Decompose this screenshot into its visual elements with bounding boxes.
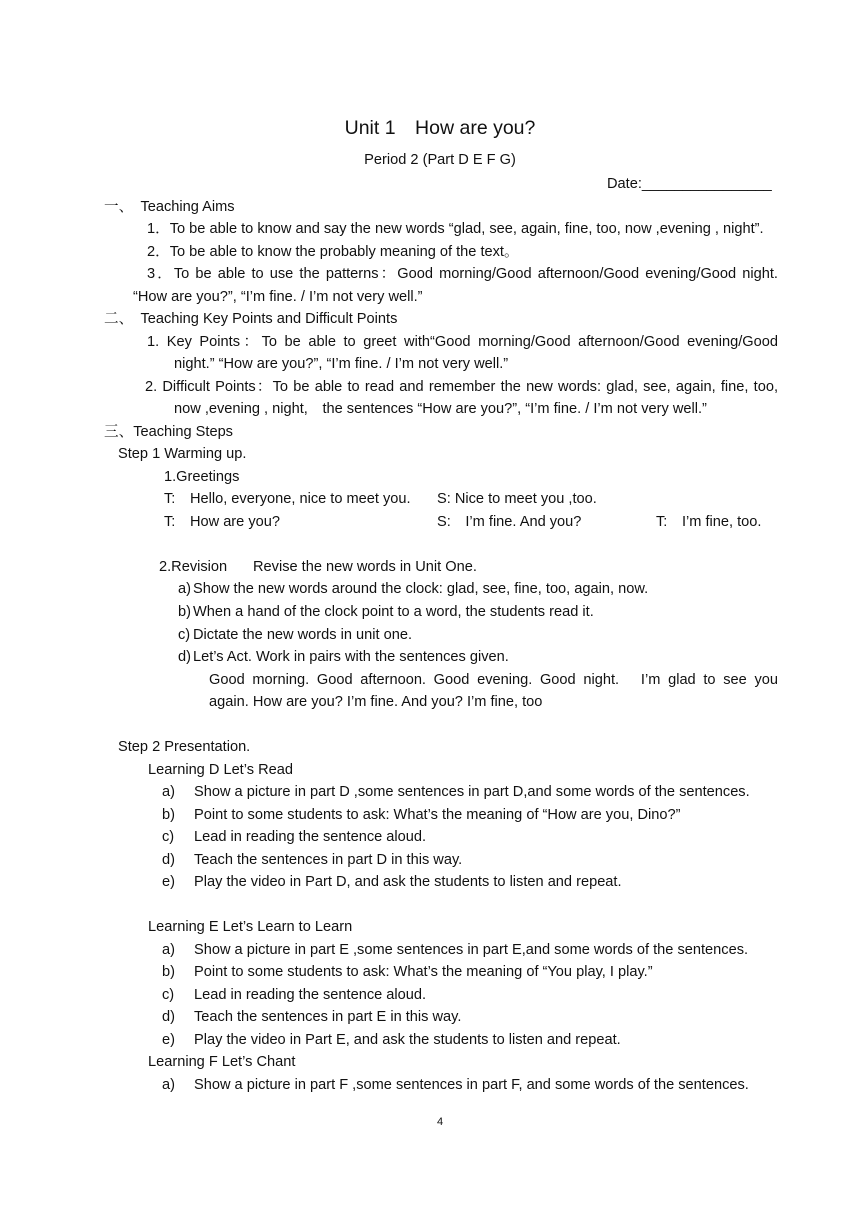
list-item: Teach the sentences in part E in this way. <box>194 1009 462 1025</box>
list-marker: d) <box>162 1009 175 1025</box>
page-number: 4 <box>436 1116 444 1128</box>
list-item: Show a picture in part E ,some sentences in part E,and some words of the sentences. <box>194 942 749 958</box>
list-marker: a) <box>162 784 175 800</box>
list-marker: e) <box>162 1032 175 1048</box>
list-marker: c) <box>178 627 191 643</box>
list-marker: b) <box>162 807 175 823</box>
list-item: Let’s Act. Work in pairs with the sentences given. <box>193 649 509 665</box>
date-line: Date:________________ <box>607 176 772 192</box>
list-marker: c) <box>162 829 175 845</box>
revision-label: 2.Revision <box>159 559 228 575</box>
list-marker: e) <box>162 874 175 890</box>
list-marker: b) <box>178 604 191 620</box>
learning-title: Learning D Let’s Read <box>148 762 293 778</box>
list-marker: c) <box>162 987 175 1003</box>
aim-item-continued: “How are you?”, “I’m fine. / I’m not very well.” <box>133 289 423 305</box>
act-sentences: again. How are you? I’m fine. And you? I’m fine, too <box>209 694 543 710</box>
list-item: Play the video in Part E, and ask the students to listen and repeat. <box>194 1032 621 1048</box>
difficult-points-line: now ,evening , night, the sentences “How are you?”, “I’m fine. / I’m not very well.” <box>174 401 707 417</box>
page-title: Unit 1 How are you? <box>344 117 536 139</box>
aim-item: 1．To be able to know and say the new words “glad, see, again, fine, too, now ,evening , night”. <box>147 221 764 237</box>
list-item: Show a picture in part D ,some sentences in part D,and some words of the sentences. <box>194 784 750 800</box>
aim-item: 2．To be able to know the probably meaning of the text。 <box>147 244 519 260</box>
list-marker: a) <box>162 942 175 958</box>
difficult-points-line: 2. Difficult Points：To be able to read and remember the new words: glad, see, again, fine, too, <box>145 379 778 395</box>
list-item: Lead in reading the sentence aloud. <box>194 987 427 1003</box>
list-item: When a hand of the clock point to a word, the students read it. <box>193 604 594 620</box>
list-item: Play the video in Part D, and ask the students to listen and repeat. <box>194 874 622 890</box>
list-item: Teach the sentences in part D in this way. <box>194 852 463 868</box>
list-marker: d) <box>162 852 175 868</box>
revision-text: Revise the new words in Unit One. <box>253 559 477 575</box>
section-heading-aims: 一、 Teaching Aims <box>104 199 235 215</box>
list-item: Point to some students to ask: What’s the meaning of “You play, I play.” <box>194 964 653 980</box>
list-item: Point to some students to ask: What’s the meaning of “How are you, Dino?” <box>194 807 681 823</box>
dialogue-teacher-reply: T: I’m fine, too. <box>656 514 762 530</box>
aim-item: 3．To be able to use the patterns：Good morning/Good afternoon/Good evening/Good night. <box>147 266 778 282</box>
dialogue-student: S: I’m fine. And you? <box>437 514 582 530</box>
section-heading-steps: 三、Teaching Steps <box>104 424 233 440</box>
learning-title: Learning F Let’s Chant <box>148 1054 296 1070</box>
step-title: Step 2 Presentation. <box>118 739 251 755</box>
list-marker: d) <box>178 649 191 665</box>
key-points-line: night.” “How are you?”, “I’m fine. / I’m not very well.” <box>174 356 509 372</box>
step-title: Step 1 Warming up. <box>118 446 247 462</box>
list-marker: a) <box>162 1077 175 1093</box>
key-points-line: 1. Key Points：To be able to greet with“Good morning/Good afternoon/Good evening/Good <box>147 334 778 350</box>
section-heading-key-points: 二、 Teaching Key Points and Difficult Points <box>104 311 398 327</box>
dialogue-teacher: T: How are you? <box>164 514 280 530</box>
list-marker: a) <box>178 581 191 597</box>
greetings-title: 1.Greetings <box>164 469 240 485</box>
list-item: Dictate the new words in unit one. <box>193 627 413 643</box>
list-marker: b) <box>162 964 175 980</box>
list-item: Show a picture in part F ,some sentences in part F, and some words of the sentences. <box>194 1077 749 1093</box>
learning-title: Learning E Let’s Learn to Learn <box>148 919 353 935</box>
list-item: Show the new words around the clock: glad, see, fine, too, again, now. <box>193 581 649 597</box>
dialogue-teacher: T: Hello, everyone, nice to meet you. <box>164 491 411 507</box>
period-subtitle: Period 2 (Part D E F G) <box>364 152 516 168</box>
list-item: Lead in reading the sentence aloud. <box>194 829 427 845</box>
act-sentences: Good morning. Good afternoon. Good evening. Good night. I’m glad to see you <box>209 672 778 688</box>
dialogue-student: S: Nice to meet you ,too. <box>437 491 597 507</box>
